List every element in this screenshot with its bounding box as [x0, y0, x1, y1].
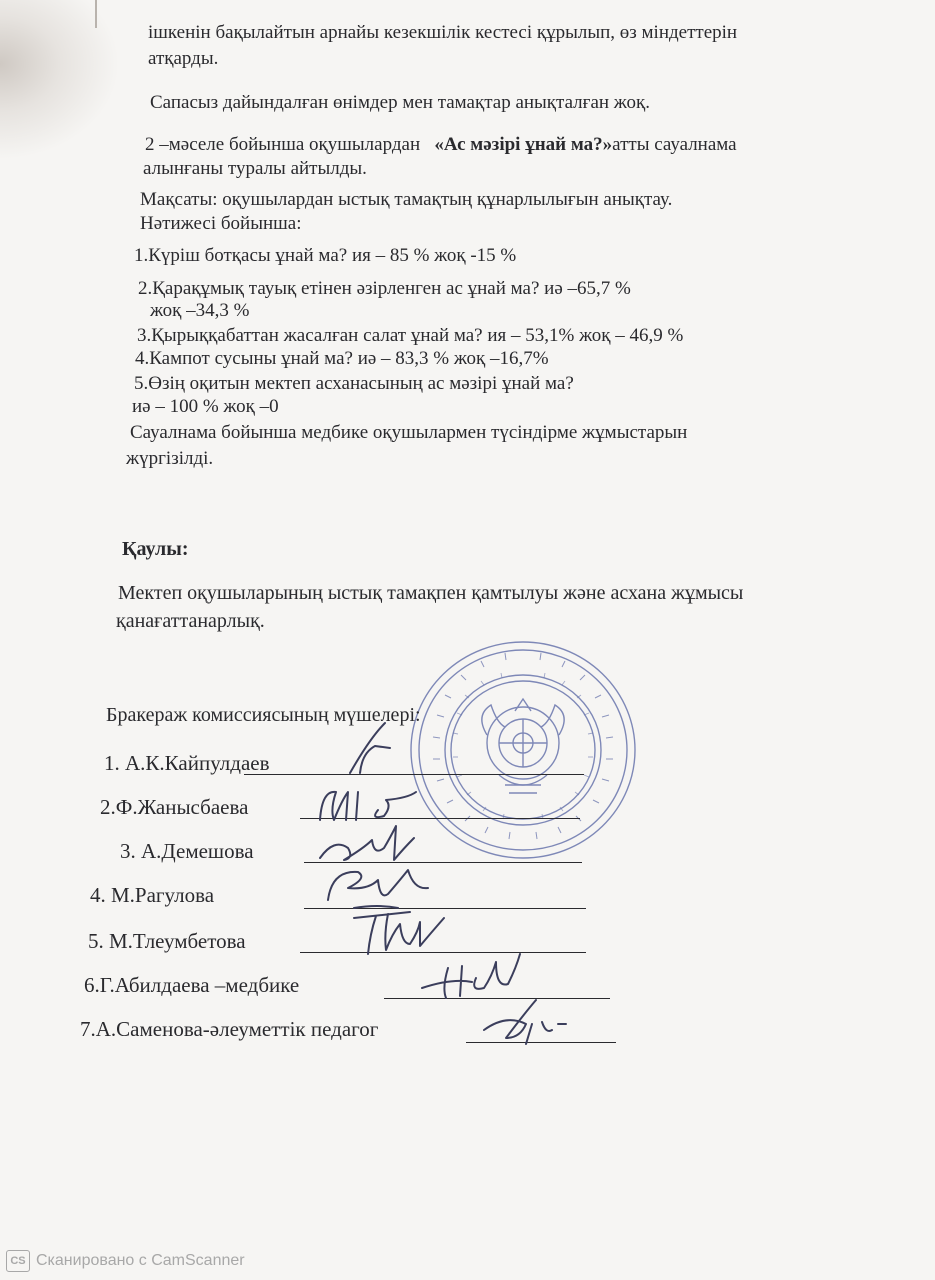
camscanner-logo-icon: CS: [6, 1250, 30, 1272]
item2-line: [145, 134, 737, 156]
camscanner-watermark: [6, 1250, 245, 1272]
closing-line: жүргізілді.: [126, 448, 214, 469]
signature: [476, 994, 576, 1050]
result-header: Нәтижесі бойынша:: [140, 213, 302, 234]
resolution-text: Мектеп оқушыларының ыстық тамақпен қамтылуы және асхана жұмысы: [118, 582, 744, 604]
text-line: ішкенін бақылайтын арнайы кезекшілік кестесі құрылып, өз міндеттерін: [148, 22, 738, 43]
signature: [330, 718, 410, 778]
member-name: 2.Ф.Жанысбаева: [100, 795, 249, 819]
member-name: 5. М.Тлеумбетова: [88, 929, 246, 953]
result-item: 2.Қарақұмық тауық етінен әзірленген ас ұнай ма? иә –65,7 %: [138, 278, 631, 299]
page-edge-shadow: [0, 0, 120, 160]
result-item: жоқ –34,3 %: [150, 300, 250, 321]
member-name: 3. А.Демешова: [120, 839, 254, 863]
result-item: 5.Өзің оқитын мектеп асханасының ас мәзірі ұнай ма?: [134, 373, 574, 394]
text-line: атқарды.: [148, 48, 219, 69]
result-item: иә – 100 % жоқ –0: [132, 396, 279, 417]
item2-text-a: 2 –мәселе бойынша оқушылардан: [145, 134, 421, 155]
member-name: 4. М.Рагулова: [90, 883, 215, 907]
resolution-text: қанағаттанарлық.: [116, 610, 265, 632]
result-item: 3.Қырыққабаттан жасалған салат ұнай ма? ия – 53,1% жоқ – 46,9 %: [137, 325, 684, 346]
watermark-text: Сканировано с CamScanner: [36, 1252, 245, 1269]
item2-text-b: атты сауалнама: [612, 134, 737, 155]
closing-line: Сауалнама бойынша медбике оқушылармен түсіндірме жұмыстарын: [130, 422, 688, 443]
resolution-heading: Қаулы:: [122, 538, 189, 560]
commission-heading: Бракераж комиссиясының мүшелері:: [106, 704, 421, 726]
survey-title: «Ас мәзірі ұнай ма?»: [434, 134, 613, 155]
member-name: 1. А.К.Кайпулдаев: [104, 751, 270, 775]
result-item: 1.Күріш ботқасы ұнай ма? ия – 85 % жоқ -15 %: [134, 245, 517, 266]
member-name: 7.А.Саменова-әлеуметтік педагог: [80, 1017, 379, 1041]
member-name: 6.Г.Абилдаева –медбике: [84, 973, 300, 997]
signature-line: [244, 774, 584, 775]
text-line: алынғаны туралы айтылды.: [143, 158, 367, 179]
text-line: Сапасыз дайындалған өнімдер мен тамақтар анықталған жоқ.: [150, 92, 650, 113]
official-stamp: [405, 635, 640, 865]
page-edge-line: [95, 0, 97, 28]
result-item: 4.Кампот сусыны ұнай ма? иә – 83,3 % жоқ –16,7%: [135, 348, 549, 369]
goal-line: Мақсаты: оқушылардан ыстық тамақтың құнарлылығын анықтау.: [140, 189, 673, 210]
